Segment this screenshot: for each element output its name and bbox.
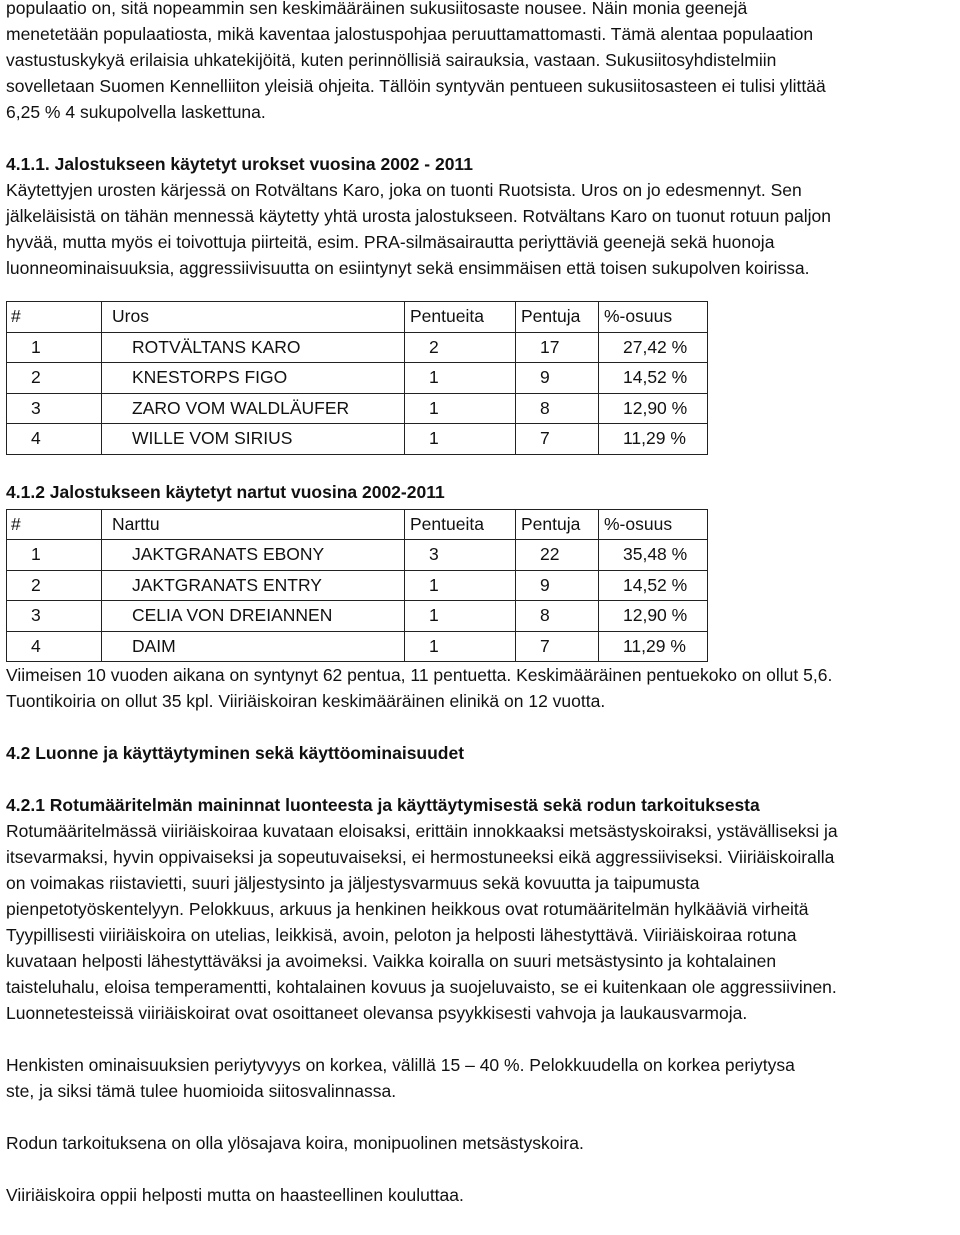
table-row — [7, 363, 708, 394]
header-cell: Narttu — [102, 509, 405, 540]
table-cell: DAIM — [102, 631, 405, 662]
table-cell: 1 — [405, 393, 516, 424]
table-cell: 2 — [7, 570, 102, 601]
table-cell: ROTVÄLTANS KARO — [102, 332, 405, 363]
females-table — [6, 509, 708, 663]
header-cell: Pentuja — [516, 302, 599, 333]
table-header-row — [7, 509, 708, 540]
table-cell: 8 — [516, 393, 599, 424]
intro-paragraph — [6, 0, 956, 125]
text-line: Viimeisen 10 vuoden aikana on syntynyt 62 pentua, 11 pentuetta. Keskimääräinen pentuekoko on ollut 5,6. — [6, 665, 833, 685]
table-row — [7, 424, 708, 455]
heritability-paragraph — [6, 1052, 956, 1104]
header-cell: Pentueita — [405, 509, 516, 540]
text-line: taisteluhalu, eloisa temperamentti, kohtalainen kovuus ja suojeluvaisto, se ei kuitenkaan ole aggressiivinen. — [6, 977, 837, 997]
females-summary — [6, 662, 956, 714]
text-line: vastustuskykyä erilaisia uhkatekijöitä, kuten perinnöllisiä sairauksia, vastaan. Sukusiitosyhdistelmiin — [6, 50, 777, 70]
text-line: 6,25 % 4 sukupolvella laskettuna. — [6, 102, 266, 122]
text-line: menetetään populaatiosta, mikä kaventaa jalostuspohjaa peruuttamattomasti. Tämä alentaa populaation — [6, 24, 814, 44]
text-line: on voimakas riistavietti, suuri jäljestysinto ja jäljestysvarmuus sekä kovuutta ja taipumusta — [6, 873, 700, 893]
table-row — [7, 601, 708, 632]
table-cell: 11,29 % — [599, 631, 708, 662]
table-cell: 27,42 % — [599, 332, 708, 363]
table-cell: 2 — [7, 363, 102, 394]
table-cell: WILLE VOM SIRIUS — [102, 424, 405, 455]
text-line: Käytettyjen urosten kärjessä on Rotvältans Karo, joka on tuonti Ruotsista. Uros on jo edesmennyt. Sen — [6, 180, 802, 200]
table-header-row — [7, 302, 708, 333]
table-cell: 12,90 % — [599, 393, 708, 424]
header-cell: # — [7, 509, 102, 540]
table-cell: 1 — [405, 424, 516, 455]
table-cell: 12,90 % — [599, 601, 708, 632]
text-line: pienpetotyöskentelyyn. Pelokkuus, arkuus ja henkinen heikkous ovat rotumääritelmän hylkääviä virheitä — [6, 899, 809, 919]
table-row — [7, 393, 708, 424]
table-cell: 8 — [516, 601, 599, 632]
table-cell: 14,52 % — [599, 570, 708, 601]
section-heading-females: 4.1.2 Jalostukseen käytetyt nartut vuosina 2002-2011 — [6, 481, 445, 502]
header-cell: Pentueita — [405, 302, 516, 333]
standard-paragraph — [6, 818, 956, 1026]
document-page — [6, 0, 956, 1208]
text-line: kuvataan helposti lähestyttäväksi ja avoimeksi. Vaikka koiralla on suuri metsästysinto ja kohtalainen — [6, 951, 777, 971]
text-line: Luonnetesteissä viiriäiskoirat ovat osoittaneet olevansa psyykkisesti vahvoja ja laukausvarmoja. — [6, 1003, 748, 1023]
males-paragraph — [6, 177, 956, 281]
header-cell: Uros — [102, 302, 405, 333]
table-row — [7, 540, 708, 571]
table-row — [7, 631, 708, 662]
table-cell: 3 — [7, 601, 102, 632]
table-cell: KNESTORPS FIGO — [102, 363, 405, 394]
table-cell: 9 — [516, 570, 599, 601]
header-cell: %-osuus — [599, 509, 708, 540]
table-cell: 11,29 % — [599, 424, 708, 455]
header-cell: Pentuja — [516, 509, 599, 540]
table-cell: JAKTGRANATS ENTRY — [102, 570, 405, 601]
table-cell: CELIA VON DREIANNEN — [102, 601, 405, 632]
text-line: populaatio on, sitä nopeammin sen keskimääräinen sukusiitosaste nousee. Näin monia geenejä — [6, 0, 748, 18]
table-cell: 1 — [405, 363, 516, 394]
table-row — [7, 570, 708, 601]
table-row — [7, 332, 708, 363]
table-cell: 9 — [516, 363, 599, 394]
table-cell: 35,48 % — [599, 540, 708, 571]
table-cell: 4 — [7, 631, 102, 662]
table-cell: 7 — [516, 424, 599, 455]
males-table — [6, 301, 708, 455]
table-cell: 3 — [7, 393, 102, 424]
table-cell: 1 — [7, 540, 102, 571]
text-line: Tyypillisesti viiriäiskoira on utelias, leikkisä, avoin, peloton ja helposti lähestyttävä. Viiriäiskoiraa rotuna — [6, 925, 797, 945]
section-heading-males: 4.1.1. Jalostukseen käytetyt urokset vuosina 2002 - 2011 — [6, 154, 473, 174]
text-line: sovelletaan Suomen Kennelliiton yleisiä ohjeita. Tällöin syntyvän pentueen sukusiitosasteen ei tulisi ylittää — [6, 76, 826, 96]
text-line: Rotumääritelmässä viiriäiskoiraa kuvataan eloisaksi, erittäin innokkaaksi metsästyskoiraksi, ystävälliseksi ja — [6, 821, 838, 841]
table-cell: 1 — [405, 570, 516, 601]
header-cell: # — [7, 302, 102, 333]
text-line: Tuontikoiria on ollut 35 kpl. Viiriäiskoiran keskimääräinen elinikä on 12 vuotta. — [6, 691, 606, 711]
section-heading-temperament: 4.2 Luonne ja käyttäytyminen sekä käyttöominaisuudet — [6, 743, 465, 763]
text-line: luonneominaisuuksia, aggressiivisuutta on esiintynyt sekä ensimmäisen että toisen sukupolven koirissa. — [6, 258, 810, 278]
table-cell: 2 — [405, 332, 516, 363]
table-cell: JAKTGRANATS EBONY — [102, 540, 405, 571]
table-cell: 1 — [405, 631, 516, 662]
text-line: hyvää, mutta myös ei toivottuja piirteitä, esim. PRA-silmäsairautta periyttäviä geenejä sekä huonoja — [6, 232, 775, 252]
table-cell: ZARO VOM WALDLÄUFER — [102, 393, 405, 424]
table-cell: 1 — [405, 601, 516, 632]
table-cell: 3 — [405, 540, 516, 571]
table-cell: 7 — [516, 631, 599, 662]
table-cell: 1 — [7, 332, 102, 363]
purpose-paragraph: Rodun tarkoituksena on olla ylösajava koira, monipuolinen metsästyskoira. — [6, 1133, 584, 1153]
text-line: Henkisten ominaisuuksien periytyvyys on korkea, välillä 15 – 40 %. Pelokkuudella on korkea periytysa — [6, 1055, 795, 1075]
section-heading-standard: 4.2.1 Rotumääritelmän maininnat luonteesta ja käyttäytymisestä sekä rodun tarkoituksesta — [6, 795, 760, 815]
table-cell: 17 — [516, 332, 599, 363]
training-paragraph: Viiriäiskoira oppii helposti mutta on haasteellinen kouluttaa. — [6, 1185, 464, 1205]
table-cell: 22 — [516, 540, 599, 571]
header-cell: %-osuus — [599, 302, 708, 333]
text-line: ste, ja siksi tämä tulee huomioida siitosvalinnassa. — [6, 1081, 397, 1101]
table-cell: 14,52 % — [599, 363, 708, 394]
text-line: jälkeläisistä on tähän mennessä käytetty yhtä urosta jalostukseen. Rotvältans Karo on tuonut rotuun paljon — [6, 206, 831, 226]
table-cell: 4 — [7, 424, 102, 455]
text-line: itsevarmaksi, hyvin oppivaiseksi ja sopeutuvaiseksi, ei hermostuneeksi eikä aggressiiviseksi. Viiriäiskoiralla — [6, 847, 835, 867]
